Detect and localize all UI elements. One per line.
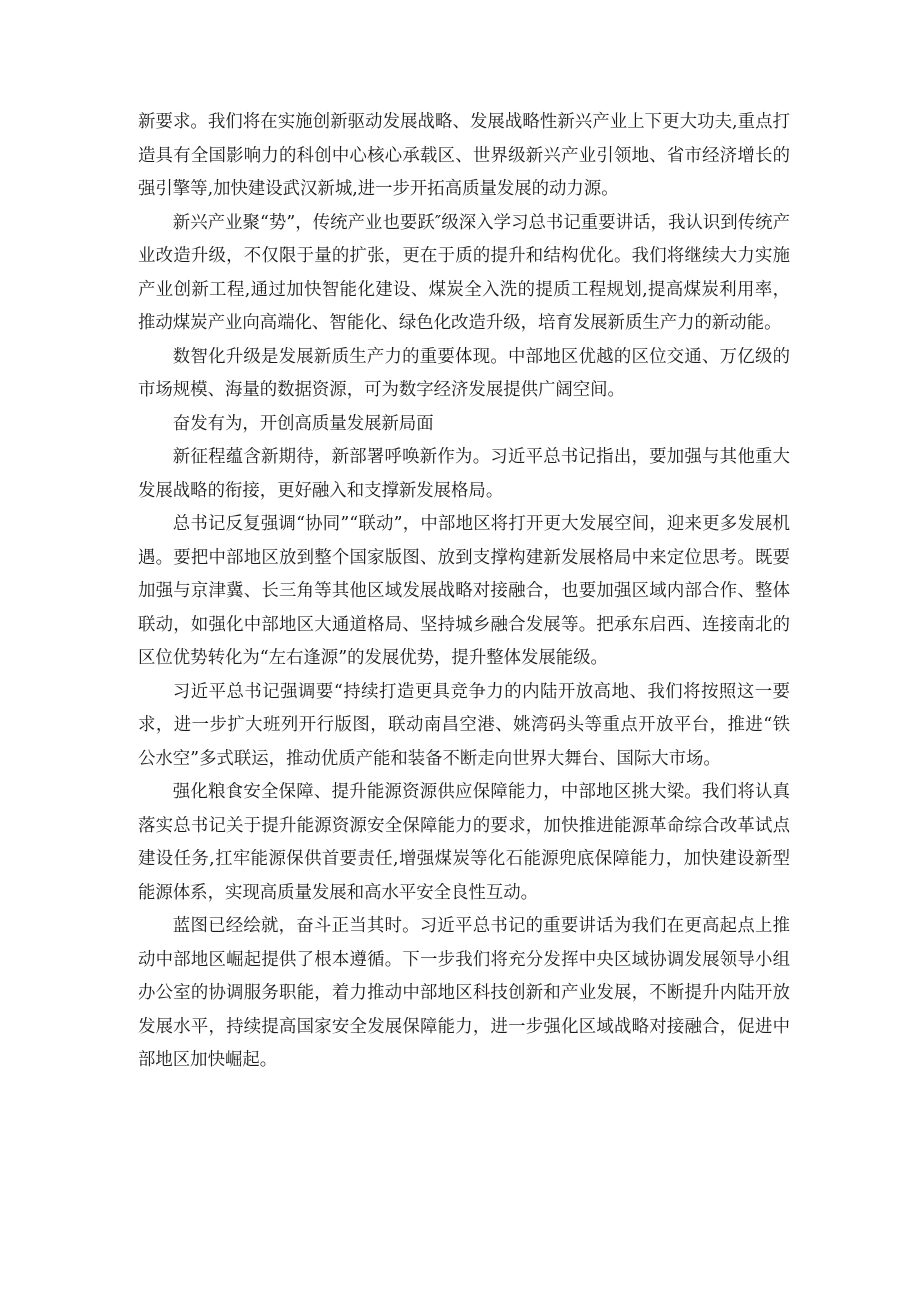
- paragraph-continued: 新要求。我们将在实施创新驱动发展战略、发展战略性新兴产业上下更大功夫,重点打造具有全国影响力的科创中心核心承载区、世界级新兴产业引领地、省市经济增长的强引擎等,加快建设武汉新城,进一步开拓高质量发展的动力源。: [138, 112, 790, 199]
- paragraph: 习近平总书记强调要“持续打造更具竞争力的内陆开放高地、我们将按照这一要求，进一步扩大班列开行版图，联动南昌空港、姚湾码头等重点开放平台，推进“铁公水空”多式联运，推动优质产能和装备不断走向世界大舞台、国际大市场。: [138, 681, 790, 769]
- section-heading: 奋发有为，开创高质量发展新局面: [172, 413, 434, 434]
- paragraph: 强化粮食安全保障、提升能源资源供应保障能力，中部地区挑大梁。我们将认真落实总书记关于提升能源资源安全保障能力的要求，加快推进能源革命综合改革试点建设任务,扛牢能源保供首要责任,增强煤炭等化石能源兜底保障能力，加快建设新型能源体系，实现高质量发展和高水平安全良性互动。: [138, 782, 790, 903]
- paragraph: 总书记反复强调“协同”“联动”，中部地区将打开更大发展空间，迎来更多发展机遇。要把中部地区放到整个国家版图、放到支撑构建新发展格局中来定位思考。既要加强与京津冀、长三角等其他区域发展战略对接融合，也要加强区域内部合作、整体联动，如强化中部地区大通道格局、坚持城乡融合发展等。把承东启西、连接南北的区位优势转化为“左右逢源”的发展优势，提升整体发展能级。: [138, 514, 790, 668]
- paragraph: 新兴产业聚“势”，传统产业也要跃″级深入学习总书记重要讲话，我认识到传统产业改造升级，不仅限于量的扩张，更在于质的提升和结构优化。我们将继续大力实施产业创新工程,通过加快智能化建设、煤炭全入洗的提质工程规划,提高煤炭利用率，推动煤炭产业向高端化、智能化、绿色化改造升级，培育发展新质生产力的新动能。: [138, 212, 790, 333]
- paragraph: 蓝图已经绘就，奋斗正当其时。习近平总书记的重要讲话为我们在更高起点上推动中部地区崛起提供了根本遵循。下一步我们将充分发挥中央区域协调发展领导小组办公室的协调服务职能，着力推动中部地区科技创新和产业发展，不断提升内陆开放发展水平，持续提高国家安全发展保障能力，进一步强化区域战略对接融合，促进中部地区加快崛起。: [138, 916, 790, 1070]
- paragraph: 数智化升级是发展新质生产力的重要体现。中部地区优越的区位交通、万亿级的市场规模、海量的数据资源，可为数字经济发展提供广阔空间。: [138, 346, 790, 400]
- paragraph: 新征程蕴含新期待，新部署呼唤新作为。习近平总书记指出，要加强与其他重大发展战略的衔接，更好融入和支撑新发展格局。: [138, 447, 790, 501]
- document-body: [138, 106, 790, 1078]
